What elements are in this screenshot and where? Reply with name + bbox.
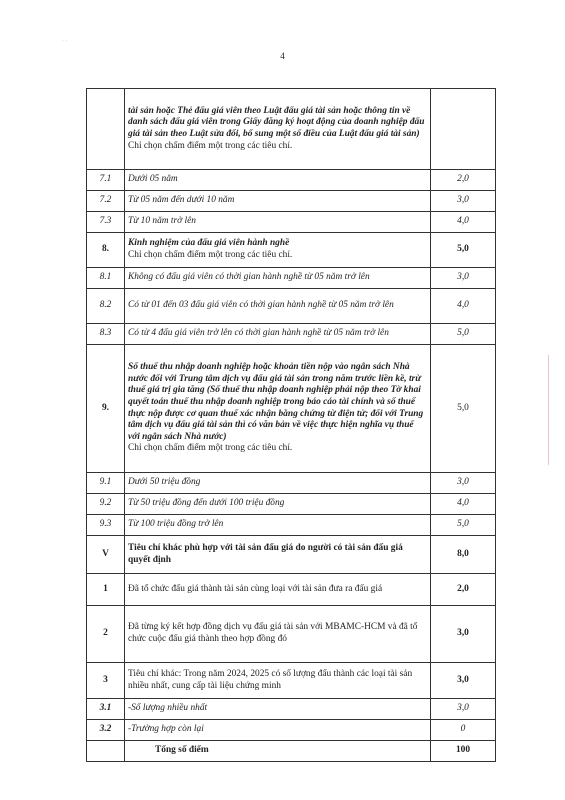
row-content: Tiêu chí khác phù hợp với tài sản đấu giá do người có tài sản đấu giá quyết định <box>125 536 431 574</box>
row-note: Chỉ chọn chấm điểm một trong các tiêu chí. <box>128 250 293 260</box>
row-score: 4,0 <box>431 494 496 515</box>
row-content: Tiêu chí khác: Trong năm 2024, 2025 có số lượng đấu thành các loại tài sản nhiều nhất, cung cấp tài liệu chứng minh <box>125 663 431 699</box>
table-row <box>87 494 496 515</box>
criteria-table <box>86 88 496 762</box>
table-row <box>87 268 496 289</box>
row-score: 5,0 <box>431 324 496 345</box>
table-row <box>87 720 496 741</box>
row-text: tài sản hoặc Thẻ đấu giá viên theo Luật đấu giá tài sản hoặc thông tin về danh sách đấu giá viên trong Giấy đăng ký hoạt động của doanh nghiệp đấu giá tài sản theo Luật sửa đổi, bổ sung một số điều của Luật đấu giá tài sản) <box>128 105 425 139</box>
row-score: 4,0 <box>431 212 496 233</box>
row-number: 8.1 <box>87 268 125 289</box>
row-number <box>87 741 125 762</box>
row-content: -Trường hợp còn lại <box>125 720 431 741</box>
row-score: 3,0 <box>431 606 496 663</box>
row-score: 3,0 <box>431 699 496 720</box>
row-number: 8.3 <box>87 324 125 345</box>
row-content <box>125 233 431 268</box>
table-row <box>87 663 496 699</box>
scan-mark: · · <box>62 38 68 44</box>
row-score <box>431 89 496 170</box>
table-row <box>87 324 496 345</box>
row-note: Chỉ chọn chấm điểm một trong các tiêu chí. <box>128 140 293 151</box>
row-score: 5,0 <box>431 233 496 268</box>
row-content <box>125 345 431 473</box>
row-number: 2 <box>87 606 125 663</box>
row-content: Dưới 50 triệu đồng <box>125 473 431 494</box>
row-number: 1 <box>87 574 125 606</box>
total-label: Tổng số điểm <box>125 741 431 762</box>
row-number <box>87 89 125 170</box>
table-row <box>87 170 496 191</box>
table-row <box>87 345 496 473</box>
row-number: 9.1 <box>87 473 125 494</box>
row-number: 9. <box>87 345 125 473</box>
row-number: 8. <box>87 233 125 268</box>
table-row <box>87 289 496 324</box>
row-score: 3,0 <box>431 663 496 699</box>
row-content: Đã từng ký kết hợp đồng dịch vụ đấu giá tài sản với MBAMC-HCM và đã tổ chức cuộc đấu giá thành theo hợp đồng đó <box>125 606 431 663</box>
row-score: 0 <box>431 720 496 741</box>
row-number: 3.2 <box>87 720 125 741</box>
row-number: 7.3 <box>87 212 125 233</box>
row-number: 3 <box>87 663 125 699</box>
table-row <box>87 233 496 268</box>
row-content: Từ 100 triệu đồng trở lên <box>125 515 431 536</box>
row-text: Kinh nghiệm của đấu giá viên hành nghề <box>128 238 290 249</box>
table-row <box>87 191 496 212</box>
row-note: Chỉ chọn chấm điểm một trong các tiêu chí. <box>128 443 293 454</box>
row-content: Không có đấu giá viên có thời gian hành nghề từ 05 năm trở lên <box>125 268 431 289</box>
row-number: V <box>87 536 125 574</box>
page-number: 4 <box>280 51 285 61</box>
table-row <box>87 212 496 233</box>
row-score: 2,0 <box>431 170 496 191</box>
row-score: 8,0 <box>431 536 496 574</box>
table-row <box>87 89 496 170</box>
table-row <box>87 606 496 663</box>
row-score: 3,0 <box>431 268 496 289</box>
table-row <box>87 699 496 720</box>
row-number: 9.2 <box>87 494 125 515</box>
table-row <box>87 515 496 536</box>
row-score: 5,0 <box>431 515 496 536</box>
row-number: 3.1 <box>87 699 125 720</box>
row-content: Từ 10 năm trở lên <box>125 212 431 233</box>
row-number: 7.2 <box>87 191 125 212</box>
row-number: 7.1 <box>87 170 125 191</box>
row-score: 4,0 <box>431 289 496 324</box>
row-content: Dưới 05 năm <box>125 170 431 191</box>
table-row <box>87 574 496 606</box>
row-content: Đã tổ chức đấu giá thành tài sản cùng loại với tài sản đưa ra đấu giá <box>125 574 431 606</box>
row-number: 9.3 <box>87 515 125 536</box>
stamp-mark <box>548 355 565 465</box>
total-score: 100 <box>431 741 496 762</box>
row-text: Số thuế thu nhập doanh nghiệp hoặc khoản tiền nộp vào ngân sách Nhà nước đối với Trung tâm dịch vụ đấu giá tài sản trong năm trước liền kề, trừ thuế giá trị gia tăng (Số thuế thu nhập doanh nghiệp phải nộp theo Tờ khai quyết toán thuế thu nhập doanh nghiệp trong báo cáo tài chính và số thuế thực nộp được cơ quan thuế xác nhận bằng chứng từ điện tử; đối với Trung tâm dịch vụ đấu giá tài sản thì có văn bản về việc thực hiện nghĩa vụ thuế với ngân sách Nhà nước) <box>128 362 424 442</box>
row-content: Từ 50 triệu đồng đến dưới 100 triệu đồng <box>125 494 431 515</box>
table-row <box>87 741 496 762</box>
row-content: -Số lượng nhiều nhất <box>125 699 431 720</box>
row-score: 3,0 <box>431 473 496 494</box>
row-content: Có từ 4 đấu giá viên trở lên có thời gian hành nghề từ 05 năm trở lên <box>125 324 431 345</box>
row-content <box>125 89 431 170</box>
row-score: 2,0 <box>431 574 496 606</box>
row-content: Từ 05 năm đến dưới 10 năm <box>125 191 431 212</box>
row-number: 8.2 <box>87 289 125 324</box>
table-row <box>87 473 496 494</box>
row-score: 3,0 <box>431 191 496 212</box>
row-content: Có từ 01 đến 03 đấu giá viên có thời gian hành nghề từ 05 năm trở lên <box>125 289 431 324</box>
table-row <box>87 536 496 574</box>
row-score: 5,0 <box>431 345 496 473</box>
